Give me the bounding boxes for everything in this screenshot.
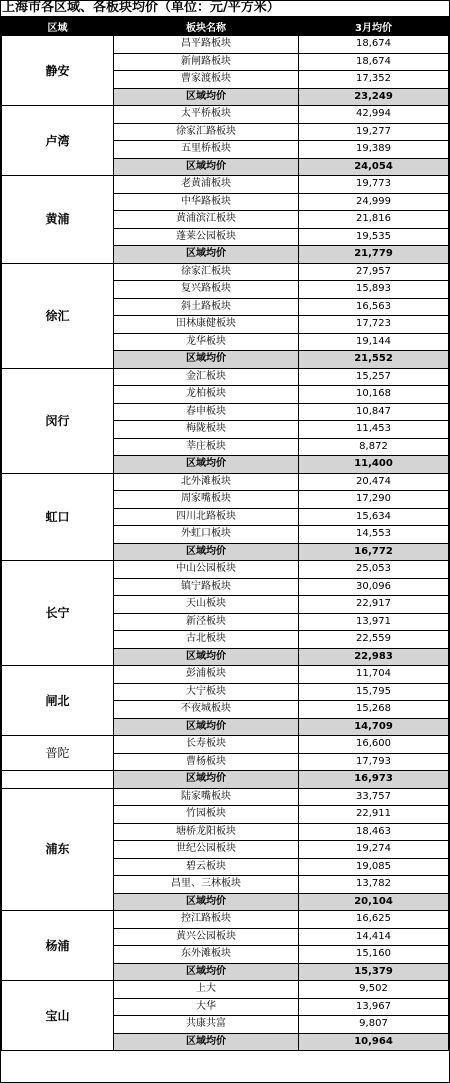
block-name-cell: 北外滩板块 <box>114 473 299 491</box>
block-name-cell: 金汇板块 <box>114 368 299 386</box>
block-name-cell: 竹园板块 <box>114 806 299 824</box>
block-name-cell: 上大 <box>114 981 299 999</box>
block-name-cell: 镇宁路板块 <box>114 578 299 596</box>
block-name-cell: 昌平路板块 <box>114 36 299 54</box>
price-cell: 14,414 <box>299 928 449 946</box>
price-cell: 15,634 <box>299 508 449 526</box>
region-average-row <box>2 771 449 789</box>
price-cell: 19,277 <box>299 123 449 141</box>
block-name-cell: 龙华板块 <box>114 333 299 351</box>
price-table-container <box>1 16 448 1051</box>
price-cell: 11,453 <box>299 421 449 439</box>
price-cell: 9,807 <box>299 1016 449 1034</box>
price-cell: 19,535 <box>299 228 449 246</box>
region-cell: 静安 <box>2 36 114 106</box>
price-cell: 19,389 <box>299 141 449 159</box>
table-row <box>2 911 449 929</box>
price-cell: 24,999 <box>299 193 449 211</box>
price-cell: 22,917 <box>299 596 449 614</box>
block-name-cell: 新闸路板块 <box>114 53 299 71</box>
table-row <box>2 561 449 579</box>
price-cell: 18,463 <box>299 823 449 841</box>
block-name-cell: 梅陇板块 <box>114 421 299 439</box>
price-cell: 18,674 <box>299 36 449 54</box>
block-name-cell: 五里桥板块 <box>114 141 299 159</box>
price-cell: 13,971 <box>299 613 449 631</box>
price-cell: 30,096 <box>299 578 449 596</box>
price-cell: 15,795 <box>299 683 449 701</box>
region-cell: 宝山 <box>2 981 114 1051</box>
block-name-cell: 碧云板块 <box>114 858 299 876</box>
region-cell: 黄浦 <box>2 176 114 264</box>
block-name-cell: 大华 <box>114 998 299 1016</box>
average-label-cell: 区域均价 <box>114 963 299 981</box>
price-cell: 16,600 <box>299 736 449 754</box>
price-cell: 19,773 <box>299 176 449 194</box>
average-price-cell: 10,964 <box>299 1033 449 1051</box>
header-region: 区域 <box>2 17 114 36</box>
price-cell: 22,559 <box>299 631 449 649</box>
block-name-cell: 徐家汇路板块 <box>114 123 299 141</box>
average-price-cell: 23,249 <box>299 88 449 106</box>
average-price-cell: 24,054 <box>299 158 449 176</box>
region-cell: 徐汇 <box>2 263 114 368</box>
average-price-cell: 22,983 <box>299 648 449 666</box>
region-cell: 闸北 <box>2 666 114 736</box>
average-label-cell: 区域均价 <box>114 246 299 264</box>
region-cell: 长宁 <box>2 561 114 666</box>
block-name-cell: 陆家嘴板块 <box>114 788 299 806</box>
block-name-cell: 长寿板块 <box>114 736 299 754</box>
price-cell: 13,967 <box>299 998 449 1016</box>
block-name-cell: 中华路板块 <box>114 193 299 211</box>
block-name-cell: 复兴路板块 <box>114 281 299 299</box>
table-row <box>2 263 449 281</box>
block-name-cell: 不夜城板块 <box>114 701 299 719</box>
table-header-row <box>2 17 449 36</box>
block-name-cell: 周家嘴板块 <box>114 491 299 509</box>
block-name-cell: 控江路板块 <box>114 911 299 929</box>
table-body <box>2 36 449 1051</box>
region-cell: 浦东 <box>2 788 114 911</box>
block-name-cell: 黄浦滨江板块 <box>114 211 299 229</box>
block-name-cell: 老黄浦板块 <box>114 176 299 194</box>
block-name-cell: 斜土路板块 <box>114 298 299 316</box>
average-label-cell: 区域均价 <box>114 351 299 369</box>
average-price-cell: 20,104 <box>299 893 449 911</box>
price-cell: 27,957 <box>299 263 449 281</box>
block-name-cell: 中山公园板块 <box>114 561 299 579</box>
table-row <box>2 736 449 754</box>
average-label-cell: 区域均价 <box>114 456 299 474</box>
block-name-cell: 曹家渡板块 <box>114 71 299 89</box>
block-name-cell: 莘庄板块 <box>114 438 299 456</box>
region-cell: 普陀 <box>2 736 114 771</box>
price-cell: 14,553 <box>299 526 449 544</box>
price-cell: 15,268 <box>299 701 449 719</box>
block-name-cell: 曹杨板块 <box>114 753 299 771</box>
average-label-cell: 区域均价 <box>114 543 299 561</box>
block-name-cell: 田林康健板块 <box>114 316 299 334</box>
table-row <box>2 36 449 54</box>
header-price: 3月均价 <box>299 17 449 36</box>
average-label-cell: 区域均价 <box>114 1033 299 1051</box>
price-cell: 17,723 <box>299 316 449 334</box>
table-row <box>2 788 449 806</box>
block-name-cell: 龙柏板块 <box>114 386 299 404</box>
price-cell: 21,816 <box>299 211 449 229</box>
region-cell: 卢湾 <box>2 106 114 176</box>
table-row <box>2 176 449 194</box>
price-cell: 17,793 <box>299 753 449 771</box>
price-cell: 18,674 <box>299 53 449 71</box>
average-label-cell: 区域均价 <box>114 88 299 106</box>
price-table <box>1 16 449 1051</box>
price-cell: 33,757 <box>299 788 449 806</box>
average-label-cell: 区域均价 <box>114 893 299 911</box>
price-cell: 42,994 <box>299 106 449 124</box>
block-name-cell: 昌里、三林板块 <box>114 876 299 894</box>
price-cell: 22,911 <box>299 806 449 824</box>
average-price-cell: 21,552 <box>299 351 449 369</box>
price-cell: 19,144 <box>299 333 449 351</box>
block-name-cell: 太平桥板块 <box>114 106 299 124</box>
table-row <box>2 106 449 124</box>
price-cell: 19,274 <box>299 841 449 859</box>
block-name-cell: 大宁板块 <box>114 683 299 701</box>
price-cell: 16,563 <box>299 298 449 316</box>
block-name-cell: 徐家汇板块 <box>114 263 299 281</box>
block-name-cell: 东外滩板块 <box>114 946 299 964</box>
empty-region-cell <box>2 771 114 789</box>
average-label-cell: 区域均价 <box>114 771 299 789</box>
price-cell: 15,160 <box>299 946 449 964</box>
block-name-cell: 蓬莱公园板块 <box>114 228 299 246</box>
table-row <box>2 666 449 684</box>
block-name-cell: 外虹口板块 <box>114 526 299 544</box>
average-price-cell: 11,400 <box>299 456 449 474</box>
average-label-cell: 区域均价 <box>114 718 299 736</box>
block-name-cell: 新泾板块 <box>114 613 299 631</box>
block-name-cell: 黄兴公园板块 <box>114 928 299 946</box>
price-cell: 10,847 <box>299 403 449 421</box>
price-cell: 17,352 <box>299 71 449 89</box>
price-cell: 9,502 <box>299 981 449 999</box>
average-label-cell: 区域均价 <box>114 158 299 176</box>
price-cell: 16,625 <box>299 911 449 929</box>
table-row <box>2 368 449 386</box>
price-cell: 20,474 <box>299 473 449 491</box>
block-name-cell: 春申板块 <box>114 403 299 421</box>
average-price-cell: 16,973 <box>299 771 449 789</box>
block-name-cell: 共康共富 <box>114 1016 299 1034</box>
price-cell: 10,168 <box>299 386 449 404</box>
block-name-cell: 世纪公园板块 <box>114 841 299 859</box>
price-cell: 15,893 <box>299 281 449 299</box>
average-label-cell: 区域均价 <box>114 648 299 666</box>
page-title: 上海市各区域、各板块均价（单位：元/平方米） <box>2 0 280 15</box>
average-price-cell: 15,379 <box>299 963 449 981</box>
region-cell: 虹口 <box>2 473 114 561</box>
header-block: 板块名称 <box>114 17 299 36</box>
block-name-cell: 塘桥龙阳板块 <box>114 823 299 841</box>
table-row <box>2 473 449 491</box>
price-cell: 15,257 <box>299 368 449 386</box>
block-name-cell: 古北板块 <box>114 631 299 649</box>
block-name-cell: 四川北路板块 <box>114 508 299 526</box>
price-cell: 19,085 <box>299 858 449 876</box>
average-price-cell: 21,779 <box>299 246 449 264</box>
block-name-cell: 彭浦板块 <box>114 666 299 684</box>
average-price-cell: 14,709 <box>299 718 449 736</box>
table-row <box>2 981 449 999</box>
price-cell: 13,782 <box>299 876 449 894</box>
price-cell: 17,290 <box>299 491 449 509</box>
price-cell: 11,704 <box>299 666 449 684</box>
price-cell: 8,872 <box>299 438 449 456</box>
price-cell: 25,053 <box>299 561 449 579</box>
block-name-cell: 天山板块 <box>114 596 299 614</box>
average-price-cell: 16,772 <box>299 543 449 561</box>
region-cell: 闵行 <box>2 368 114 473</box>
region-cell: 杨浦 <box>2 911 114 981</box>
